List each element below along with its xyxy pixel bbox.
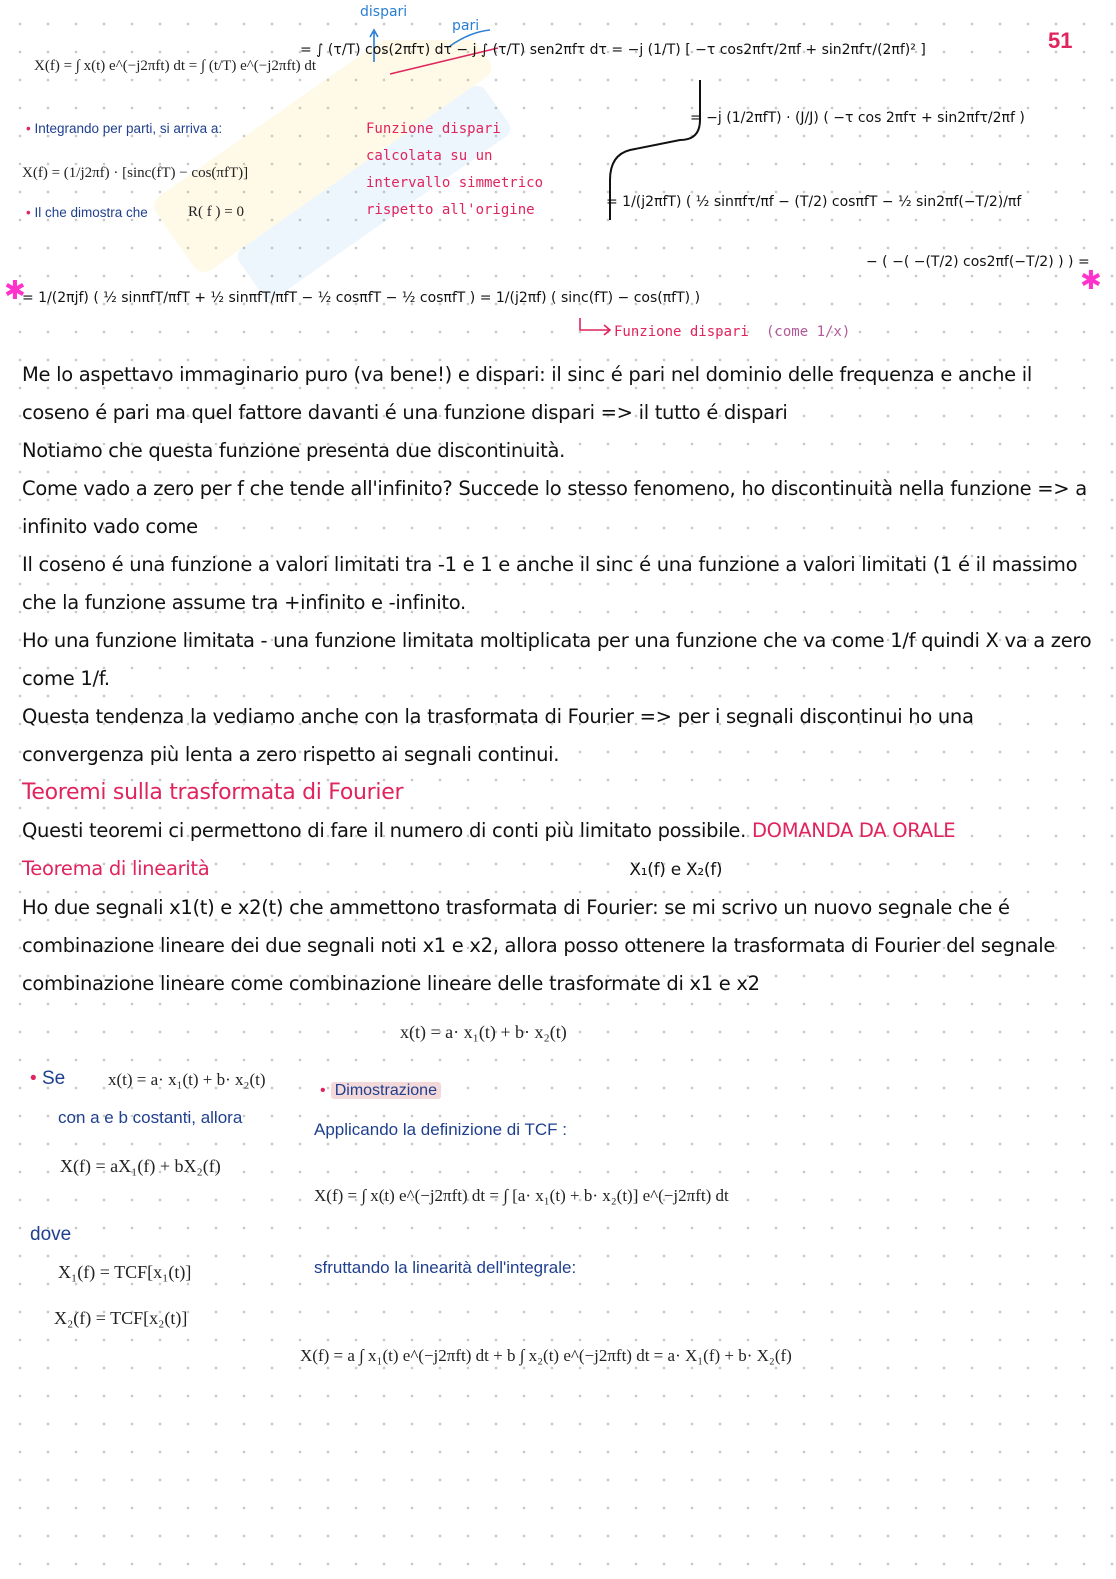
label-dispari: dispari	[360, 4, 408, 20]
star-marker-left: ✱	[4, 276, 26, 306]
bullet-integrando: • Integrando per parti, si arriva a:	[26, 121, 222, 136]
section-heading: Teoremi sulla trasformata di Fourier	[22, 780, 404, 805]
handwritten-line-4: − ( −( −(T/2) cos2πf(−T/2) ) ) =	[866, 254, 1090, 270]
arrow-to-note	[576, 316, 616, 340]
formula-R-zero: R( f ) = 0	[188, 204, 244, 220]
note-funzione-dispari-2: Funzione dispari	[614, 324, 749, 340]
formula-X2-def: X₂(f) = TCF[x₂(t)]	[54, 1308, 188, 1328]
paragraph-3: Come vado a zero per f che tende all'infinito? Succede lo stesso fenomeno, ho discontinuità nella funzione => a infinito vado come	[22, 477, 1087, 538]
domanda-orale-tag: DOMANDA DA ORALE	[751, 819, 956, 842]
handwritten-integral-line: = ∫ (τ/T) cos(2πfτ) dτ − j ∫ (τ/T) sen2πfτ dτ = −j (1/T) [ −τ cos2πfτ/2πf + sin2πfτ/(2πf)² ]	[300, 42, 926, 58]
text-applicando: Applicando la definizione di TCF :	[314, 1120, 567, 1139]
page-number: 51	[1048, 28, 1073, 53]
handwritten-line-3: = 1/(j2πfT) ( ½ sinπfτ/πf − (T/2) cosπfT − ½ sin2πf(−T/2)/πf	[606, 194, 1022, 210]
subheading-linearita: Teorema di linearità	[22, 857, 210, 880]
formula-X1-def: X₁(f) = TCF[x₁(t)]	[58, 1262, 192, 1282]
formula-Xf-sum: X(f) = aX₁(f) + bX₂(f)	[60, 1156, 221, 1176]
star-marker-right: ✱	[1080, 266, 1102, 296]
bullet-dimostra: • Il che dimostra che	[26, 205, 148, 220]
text-sfruttando: sfruttando la linearità dell'integrale:	[314, 1258, 577, 1277]
handwritten-line-2: = −j (1/2πfT) · (J/J) ( −τ cos 2πfτ + sin2πfτ/2πf )	[690, 110, 1025, 126]
paragraph-5: Ho una funzione limitata - una funzione limitata moltiplicata per una funzione che va come 1/f quindi X va a zero come 1/f.	[22, 629, 1092, 690]
paragraph-2: Notiamo che questa funzione presenta due discontinuità.	[22, 439, 566, 462]
dimostrazione-block: • Dimostrazione	[320, 1080, 441, 1100]
bullet-se: • Se	[30, 1068, 65, 1090]
paragraph-1: Me lo aspettavo immaginario puro (va bene!) e dispari: il sinc é pari nel dominio delle frequenza e anche il coseno é pari ma quel fattore davanti é una funzione dispari => il tutto é dispari	[22, 363, 1032, 424]
paragraph-6: Questa tendenza la vediamo anche con la trasformata di Fourier => per i segnali discontinui ho una convergenza più lenta a zero rispetto ai segnali continui.	[22, 705, 974, 766]
note-come-1-x: (come 1/x)	[766, 324, 851, 340]
paragraph-7: Questi teoremi ci permettono di fare il numero di conti più limitato possibile. DOMANDA DA ORALE	[22, 819, 956, 842]
label-pari: pari	[452, 18, 480, 34]
annotation-x1-x2: X₁(f) e X₂(f)	[629, 860, 723, 880]
formula-se: x(t) = a· x₁(t) + b· x₂(t)	[108, 1070, 266, 1089]
note-funzione-dispari: Funzione dispari calcolata su un intervallo simmetrico rispetto all'origine	[366, 121, 544, 218]
formula-X-definition: X(f) = ∫ x(t) e^(−j2πft) dt = ∫ (t/T) e^(−j2πft) dt	[34, 58, 317, 74]
formula-X-result: X(f) = (1/j2πf) · [sinc(fT) − cos(πfT)]	[22, 165, 249, 181]
paragraph-4: Il coseno é una funzione a valori limitati tra -1 e 1 e anche il sinc é una funzione a valori limitati (1 é il massimo che la funzione assume tra +infinito e -infinito.	[22, 553, 1078, 614]
formula-linear-combination: x(t) = a· x₁(t) + b· x₂(t)	[400, 1022, 567, 1042]
handwritten-line-5: = 1/(2πjf) ( ½ sinπfT/πfT + ½ sinπfT/πfT − ½ cosπfT − ½ cosπfT ) = 1/(j2πf) ( sinc(fT) − cos(πfT) )	[22, 290, 701, 306]
text-dove: dove	[30, 1224, 72, 1245]
notes-body	[22, 356, 1092, 1003]
formula-final: X(f) = a ∫ x₁(t) e^(−j2πft) dt + b ∫ x₂(t) e^(−j2πft) dt = a· X₁(f) + b· X₂(f)	[300, 1346, 792, 1365]
formula-tcf-definition: X(f) = ∫ x(t) e^(−j2πft) dt = ∫ [a· x₁(t) + b· x₂(t)] e^(−j2πft) dt	[314, 1186, 729, 1205]
dimostrazione-label: Dimostrazione	[331, 1082, 441, 1099]
subheading-row	[22, 850, 1092, 889]
text-costanti: con a e b costanti, allora	[58, 1108, 243, 1127]
paragraph-8: Ho due segnali x1(t) e x2(t) che ammettono trasformata di Fourier: se mi scrivo un nuovo segnale che é combinazione lineare dei due segnali noti x1 e x2, allora posso ottenere la trasformata di Fourier del segnale combinazione lineare come combinazione lineare delle trasformate di x1 e x2	[22, 896, 1056, 995]
